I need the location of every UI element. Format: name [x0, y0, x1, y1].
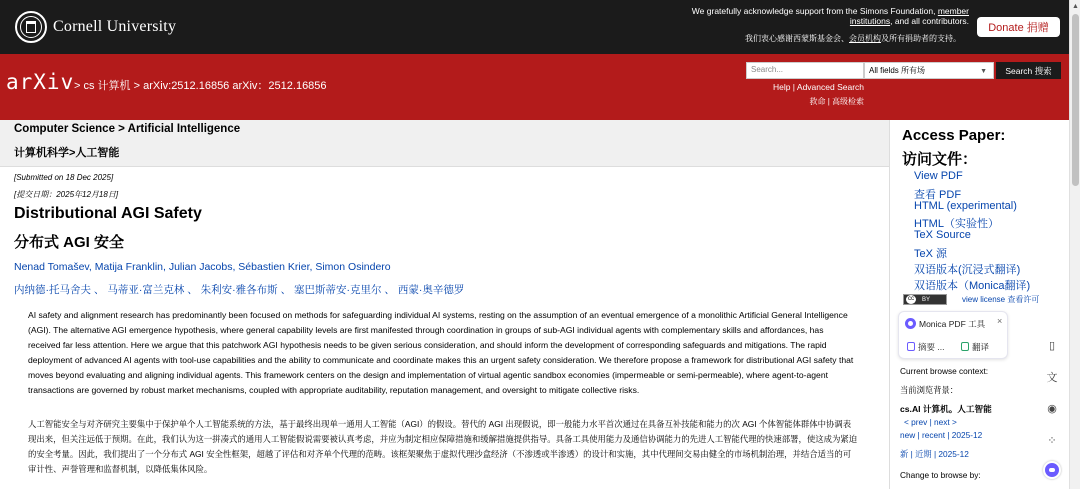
abstract-zh: 人工智能安全与对齐研究主要集中于保护单个人工智能系统的方法，基于最终出现单一通用人工智能（AGI）的假设。替代的 AGI 出现假说，即一般能力水平首次通过在具备互补技能和能力的次 AGI 个体智能体群体中协调表现出来，但关注远低于预期。在此，我们认为这一拼凑式的通用人工智能假说需要被认真考虑，并应为制定相应保障措施和缓解措施提供指导。具备工具使用能力及通信协调能力的先进人工智能代理的快速部署，使这成为紧迫的安全考量。因此，我们提出了一个分布式 AGI 安全性框架，超越了评估和对齐单个代理的范畴。该框架聚焦于虚拟代理沙盒经济（不渗透或半渗透）的设计和实施，其中代理间交易由健全的市场机制治理，并结合适当的可审计性、声誉管理和监督机制，以降低集体风险。	[28, 419, 858, 474]
donate-button[interactable]: Donate 捐赠	[977, 17, 1060, 37]
abstract: AI safety and alignment research has predominantly been focused on methods for safeguarding individual AI systems, resting on the assumption of an eventual emergence of a monolithic Artificial General Intelligence (AGI). The alternative AGI emergence hypothesis, where general capability levels are first manifested through coordination in groups of sub-AGI individual agents with complementary skills and affordances, has received far less attention. Here we argue that this patchwork AGI hypothesis needs to be given serious consideration, and should inform the development of corresponding safeguards and mitigations. The rapid deployment of advanced AI agents with tool-use capabilities and the ability to communicate and coordinate makes this an urgent safety consideration. We therefore propose a framework for distributional AGI safety that moves beyond evaluating and aligning individual agents. This framework centers on the design and implementation of virtual agentic sandbox economies (impermeable or semi-permeable), where agent-to-agent transactions are governed by robust market mechanisms, coupled with appropriate auditability, reputation management, and oversight to mitigate collective risks.	[28, 310, 854, 395]
subject-heading-zh: 计算机科学>人工智能	[14, 147, 120, 159]
scrollbar[interactable]	[1069, 0, 1080, 489]
subject-bar	[0, 120, 889, 167]
main-content	[0, 120, 889, 489]
chevron-down-icon: ▼	[980, 68, 987, 75]
help-links[interactable]: Help | Advanced Search	[772, 82, 864, 92]
ack-text-2: , and all contributors.	[890, 16, 969, 26]
acknowledgement-zh	[745, 33, 961, 44]
browse-context-label: Current browse context:	[900, 366, 989, 376]
browse-context-label-zh: 当前浏览背景：	[900, 385, 959, 395]
acknowledgement	[669, 6, 969, 26]
share-icon[interactable]: ⁘	[1047, 435, 1057, 447]
monica-pdf-tool-card[interactable]	[898, 311, 1008, 359]
cornell-seal-icon[interactable]	[15, 11, 47, 43]
search-field-select[interactable]	[864, 62, 994, 79]
submitted-date: [Submitted on 18 Dec 2025]	[14, 173, 114, 182]
monica-icon	[905, 318, 916, 329]
html-experimental-link[interactable]: HTML (experimental)	[914, 200, 1017, 212]
change-browse-label: Change to browse by:	[900, 470, 981, 480]
browse-category: cs.AI 计算机。人工智能	[900, 404, 992, 414]
cornell-bar	[0, 0, 1069, 54]
cc-by-icon[interactable]: cc BY	[903, 294, 947, 305]
prev-next-links[interactable]: < prev | next >	[904, 417, 957, 427]
subject-heading: Computer Science > Artificial Intelligence	[14, 123, 241, 135]
breadcrumb[interactable]: > cs 计算机 > arXiv:2512.16856 arXiv：2512.16856	[74, 80, 327, 92]
close-icon[interactable]: ×	[997, 316, 1003, 326]
ack-zh-text-2: 及所有捐助者的支持。	[881, 34, 961, 43]
new-recent-links-zh[interactable]: 新 | 近期 | 2025-12	[900, 449, 969, 459]
podcast-icon[interactable]: ◉	[1047, 403, 1057, 415]
monica-translate-label: 翻译	[972, 342, 990, 352]
bilingual-immersive-link[interactable]: 双语版本(沉浸式翻译)	[914, 264, 1021, 276]
monica-fab-icon[interactable]	[1043, 461, 1061, 479]
tex-source-link[interactable]: TeX Source	[914, 229, 971, 241]
author-list[interactable]: Nenad Tomašev, Matija Franklin, Julian Jacobs, Sébastien Krier, Simon Osindero	[14, 261, 391, 273]
html-experimental-zh-link[interactable]: HTML（实验性）	[914, 218, 999, 230]
submitted-date-zh: [提交日期：2025年12月18日]	[14, 190, 119, 199]
new-recent-links[interactable]: new | recent | 2025-12	[900, 430, 983, 440]
paper-title: Distributional AGI Safety	[14, 205, 202, 222]
ack-text: We gratefully acknowledge support from the Simons Foundation,	[691, 6, 936, 16]
ack-zh-text: 我们衷心感谢西蒙斯基金会、	[745, 34, 849, 43]
monica-summary-button[interactable]	[907, 341, 944, 353]
arxiv-header	[0, 54, 1069, 120]
extension-tool-strip	[1036, 330, 1069, 489]
translate-icon	[961, 342, 969, 351]
paper-title-zh: 分布式 AGI 安全	[14, 234, 125, 251]
view-license-link[interactable]: view license 查看许可	[962, 295, 1040, 304]
book-icon[interactable]: ▯	[1048, 340, 1056, 352]
scroll-up-icon[interactable]: ▲	[1072, 3, 1079, 10]
bilingual-monica-link[interactable]: 双语版本（Monica翻译)	[914, 280, 1031, 292]
arxiv-logo[interactable]: arXiv	[6, 70, 75, 94]
summary-icon	[907, 342, 915, 351]
search-field-value: All fields 所有场	[869, 66, 926, 75]
view-pdf-link[interactable]: View PDF	[914, 170, 963, 182]
monica-summary-label: 摘要 ...	[918, 342, 945, 352]
search-input[interactable]: Search...	[746, 62, 864, 79]
help-links-zh[interactable]: 救命 | 高级检索	[809, 97, 864, 106]
cornell-name[interactable]: Cornell University	[53, 18, 177, 35]
monica-title: Monica PDF 工具	[919, 319, 986, 329]
translate-icon[interactable]: 文	[1046, 372, 1058, 384]
access-paper-title: Access Paper:	[902, 127, 1006, 144]
member-zh-link[interactable]: 会员机构	[849, 34, 881, 43]
institutions-link[interactable]: institutions	[849, 16, 891, 26]
search-button[interactable]: Search 搜索	[996, 62, 1061, 79]
monica-translate-button[interactable]	[961, 341, 989, 353]
scrollbar-thumb[interactable]	[1072, 14, 1079, 186]
view-pdf-zh-link[interactable]: 查看 PDF	[914, 189, 962, 201]
access-paper-title-zh: 访问文件：	[902, 151, 978, 168]
member-link[interactable]: member	[937, 6, 969, 16]
tex-source-zh-link[interactable]: TeX 源	[914, 248, 948, 260]
cc-by-label: BY	[922, 296, 931, 303]
author-list-zh[interactable]: 内纳德·托马舍夫 、 马蒂亚·富兰克林 、 朱利安·雅各布斯 、 塞巴斯蒂安·克里尔 、 西蒙·奥辛德罗	[14, 284, 465, 296]
